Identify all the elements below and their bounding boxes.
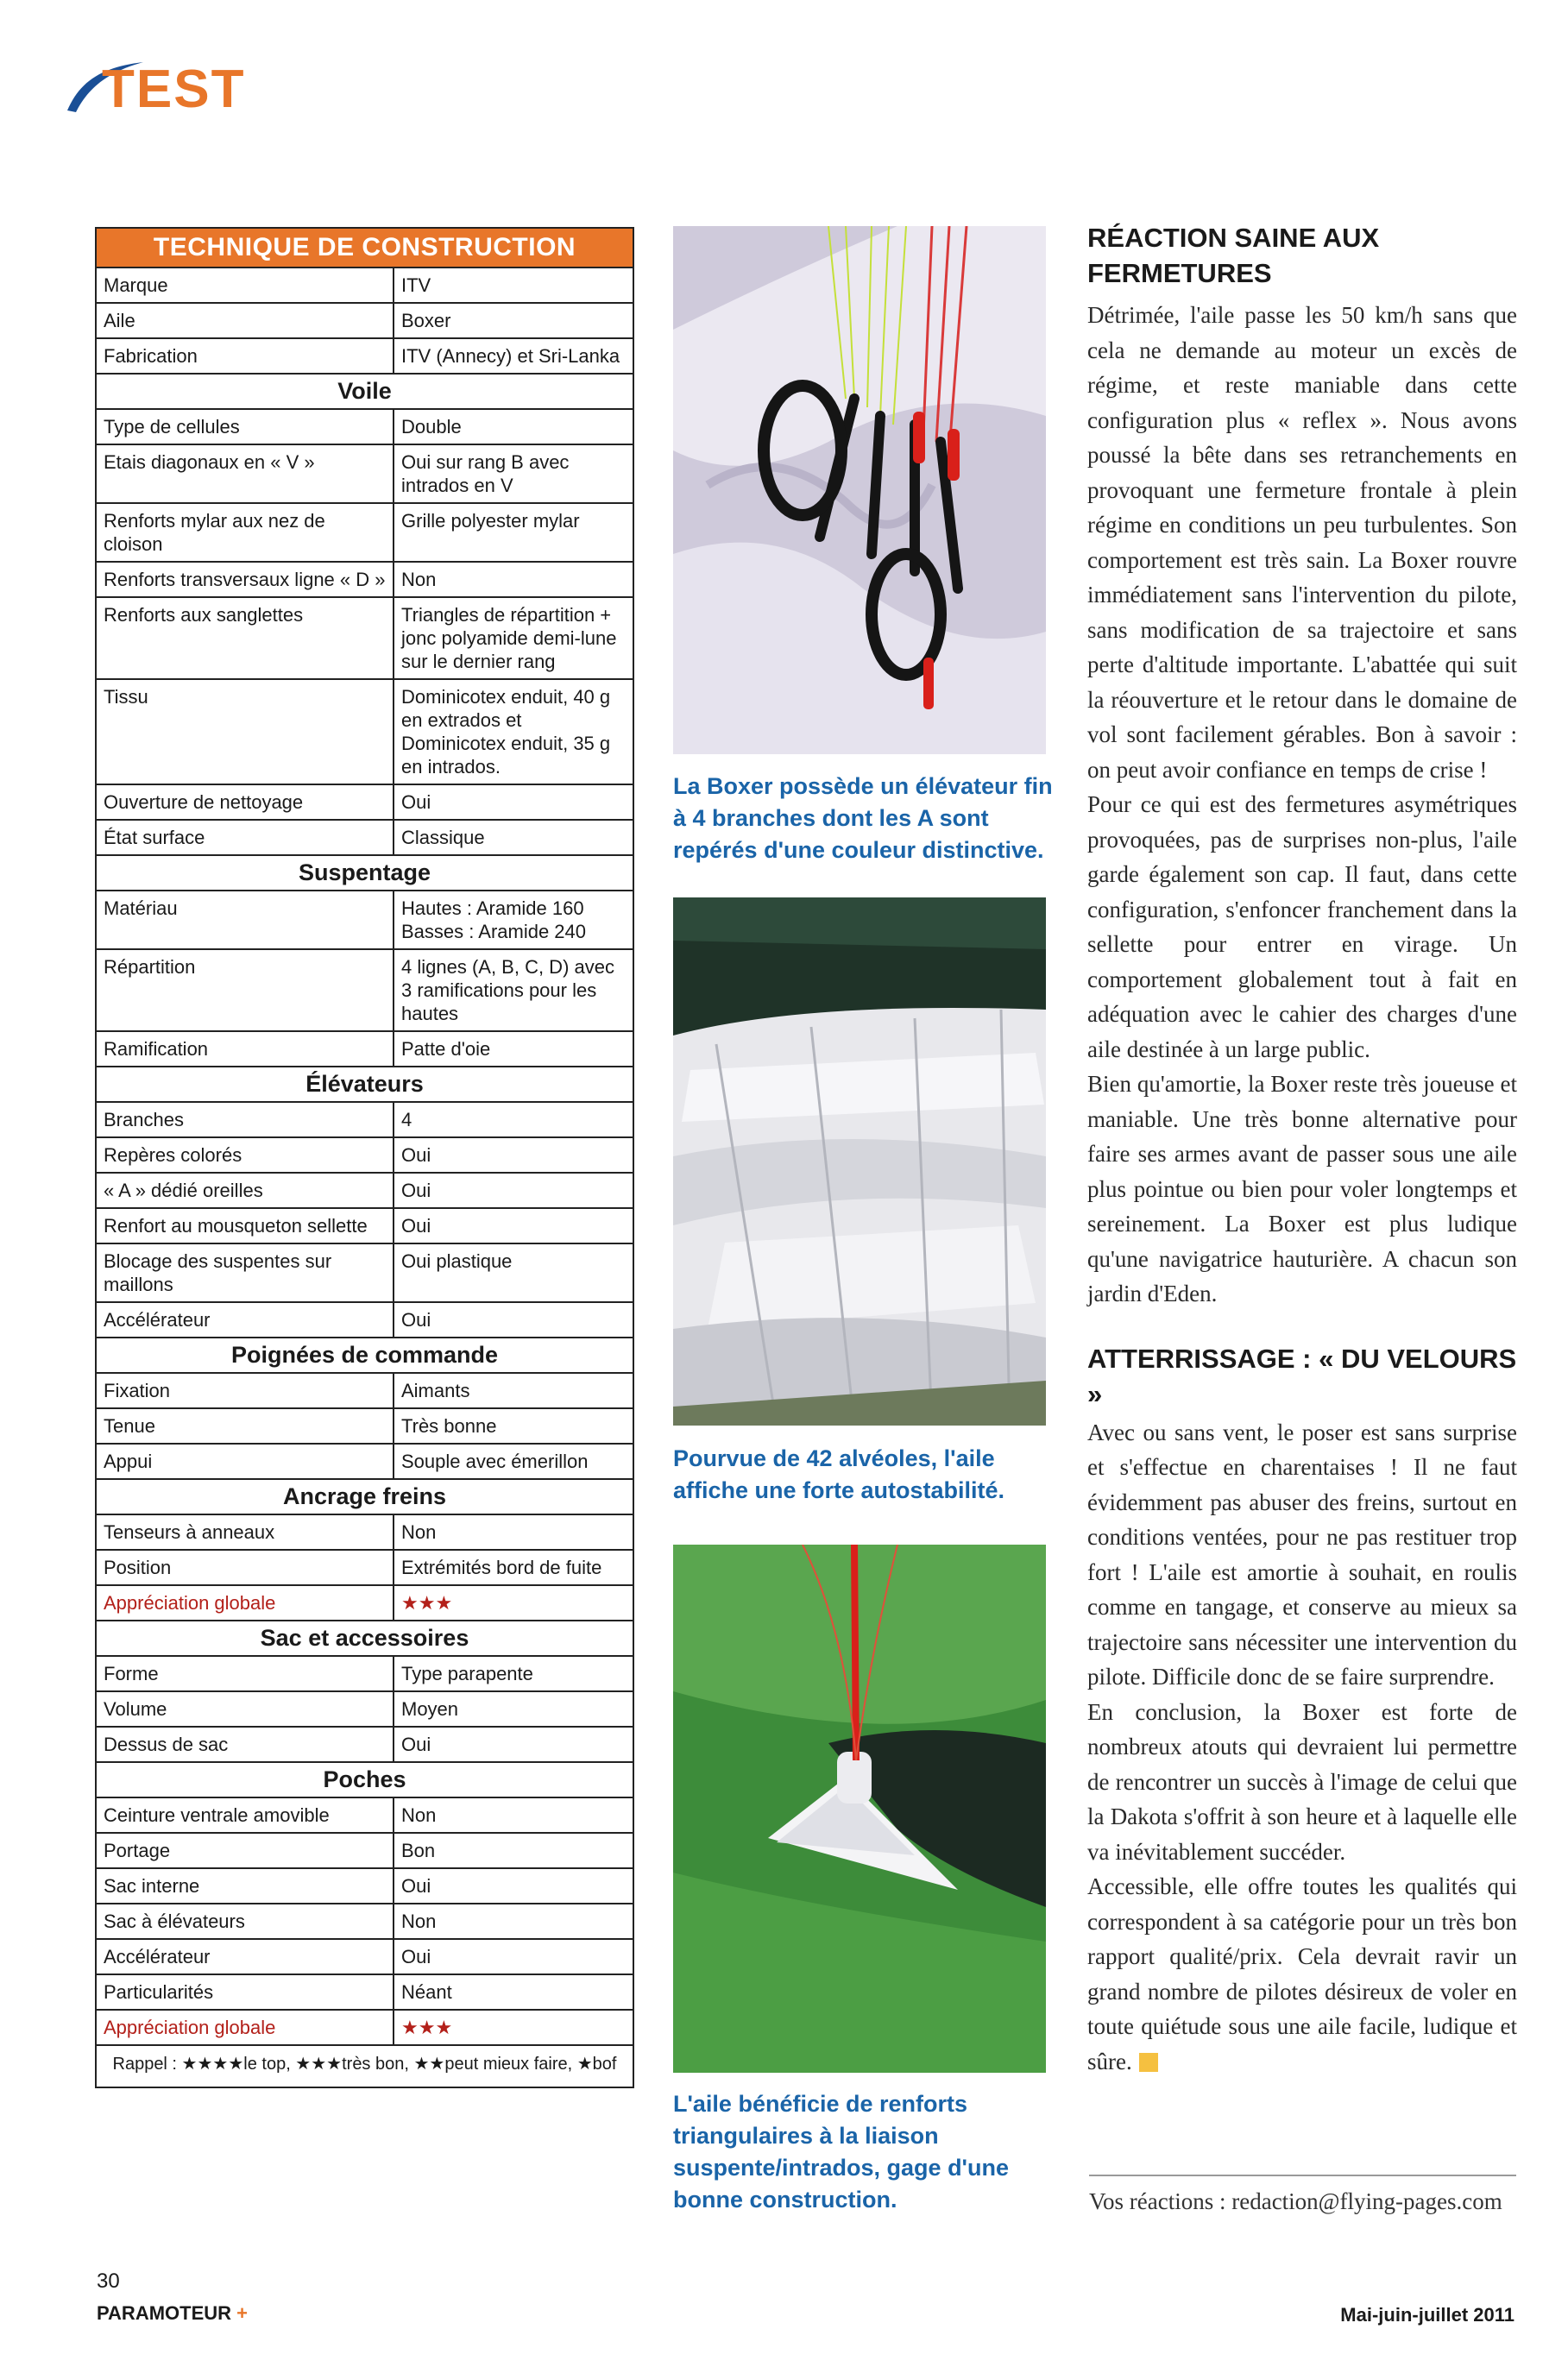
spec-row [97, 1374, 633, 1409]
spec-row [97, 304, 633, 339]
spec-row [97, 1138, 633, 1174]
spec-key: État surface [97, 821, 394, 854]
spec-value: Type parapente [401, 1663, 533, 1684]
spec-value: Oui [401, 1309, 431, 1331]
spec-row [97, 504, 633, 563]
spec-value: Triangles de répartition + jonc polyamide demi-lune sur le dernier rang [401, 604, 617, 672]
spec-key: Tenseurs à anneaux [97, 1515, 394, 1549]
spec-row [97, 785, 633, 821]
spec-section-header: Suspentage [97, 856, 633, 891]
spec-value: Non [401, 1911, 437, 1932]
caption-risers: La Boxer possède un élévateur fin à 4 branches dont les A sont repérés d'une couleur distinctive. [673, 773, 1053, 863]
spec-value: Moyen [401, 1698, 459, 1720]
spec-key: Etais diagonaux en « V » [97, 445, 394, 502]
spec-value: ★★★ [401, 2017, 453, 2038]
photo-risers-image [673, 226, 1046, 754]
article-heading-landing: ATTERRISSAGE : « DU VELOURS » [1087, 1343, 1517, 1409]
spec-section-header: Élévateurs [97, 1067, 633, 1103]
spec-row [97, 891, 633, 950]
spec-key: Forme [97, 1657, 394, 1690]
spec-value: Extrémités bord de fuite [401, 1557, 602, 1578]
spec-value: Oui [401, 1875, 431, 1897]
spec-value: Oui [401, 1144, 431, 1166]
spec-key: Aile [97, 304, 394, 337]
spec-row [97, 1209, 633, 1244]
spec-key: Renforts mylar aux nez de cloison [97, 504, 394, 561]
spec-row [97, 821, 633, 856]
article-paragraph: Avec ou sans vent, le poser est sans surprise et s'effectue en charentaises ! Il ne faut évidemment pas abuser des freins, surtout en conditions ventées, pour ne pas restituer trop fort ! L'aile est amortie à souhait, en roulis comme en tangage, et conserve au mieux sa trajectoire sans nécessiter une intervention du pilote. Difficile donc de se faire surprendre. [1087, 1419, 1517, 1690]
spec-row [97, 1940, 633, 1975]
spec-key: Sac à élévateurs [97, 1904, 394, 1938]
caption-reinforcement: L'aile bénéficie de renforts triangulaires à la liaison suspente/intrados, gage d'une bonne construction. [673, 2091, 1009, 2213]
article-paragraph: En conclusion, la Boxer est forte de nombreux atouts qui devraient lui permettre de rencontrer un succès à l'image de celui que la Dakota s'offrit à son heure et à laquelle elle va inévitablement succéder. [1087, 1698, 1517, 1865]
spec-table-body [97, 268, 633, 2046]
spec-value: Oui [401, 791, 431, 813]
spec-value: Grille polyester mylar [401, 510, 580, 532]
spec-row [97, 1445, 633, 1480]
spec-value: Oui [401, 1734, 431, 1755]
spec-value: Aimants [401, 1380, 470, 1401]
spec-section-header: Sac et accessoires [97, 1621, 633, 1657]
spec-row [97, 1657, 633, 1692]
spec-key: Ramification [97, 1032, 394, 1066]
article-paragraph: Bien qu'amortie, la Boxer reste très joueuse et maniable. Une très bonne alternative pour faire ses armes avant de passer sous une aile plus pointue ou bien pour voler longtemps et sereinement. La Boxer est plus ludique qu'une navigatrice hauturière. A chacun son jardin d'Eden. [1087, 1071, 1517, 1306]
spec-table-title: TECHNIQUE DE CONSTRUCTION [97, 229, 633, 268]
spec-key: Accélérateur [97, 1303, 394, 1337]
magazine-brand [97, 2302, 248, 2325]
spec-row [97, 1692, 633, 1728]
page-number: 30 [97, 2269, 120, 2293]
spec-value: Dominicotex enduit, 40 g en extrados et Dominicotex enduit, 35 g en intrados. [401, 686, 611, 777]
spec-row [97, 1303, 633, 1338]
spec-key: Tissu [97, 680, 394, 784]
spec-row [97, 1551, 633, 1586]
spec-key: Fixation [97, 1374, 394, 1407]
spec-row [97, 1586, 633, 1621]
photo-cells [673, 897, 1046, 1426]
spec-value: Non [401, 569, 437, 590]
article-paragraph-text: Accessible, elle offre toutes les qualités qui correspondent à sa catégorie pour un très bon rapport qualité/prix. Cela devrait ravir un grand nombre de pilotes désireux de voler en toute quiétude sous une aile facile, ludique et sûre. [1087, 1873, 1517, 2074]
spec-key: Matériau [97, 891, 394, 948]
spec-key: Particularités [97, 1975, 394, 2009]
spec-key: Appréciation globale [97, 1586, 394, 1620]
spec-value: Oui [401, 1180, 431, 1201]
spec-value: Néant [401, 1981, 452, 2003]
spec-section-header: Ancrage freins [97, 1480, 633, 1515]
spec-value: Oui [401, 1215, 431, 1237]
magazine-brand-name: PARAMOTEUR [97, 2302, 232, 2324]
spec-key: Répartition [97, 950, 394, 1030]
spec-row [97, 1244, 633, 1303]
spec-key: Renfort au mousqueton sellette [97, 1209, 394, 1243]
caption-cells: Pourvue de 42 alvéoles, l'aile affiche une forte autostabilité. [673, 1445, 1005, 1503]
spec-value: Oui plastique [401, 1250, 513, 1272]
spec-row [97, 950, 633, 1032]
spec-table [95, 227, 634, 2088]
spec-key: Renforts transversaux ligne « D » [97, 563, 394, 596]
article-column [1087, 220, 1517, 2079]
spec-key: Ceinture ventrale amovible [97, 1798, 394, 1832]
article-section-landing [1087, 1415, 1517, 2080]
spec-value: ITV [401, 274, 431, 296]
section-logo: TEST [102, 60, 246, 119]
spec-value: Non [401, 1521, 437, 1543]
article-heading-reaction: RÉACTION SAINE AUX FERMETURES [1087, 223, 1380, 288]
spec-key: Portage [97, 1834, 394, 1867]
photo-cells-image [673, 897, 1046, 1426]
spec-key: Tenue [97, 1409, 394, 1443]
spec-row [97, 1975, 633, 2011]
photo-reinforcement [673, 1545, 1046, 2073]
spec-value: Non [401, 1804, 437, 1826]
spec-row [97, 1032, 633, 1067]
spec-row [97, 445, 633, 504]
spec-key: Type de cellules [97, 410, 394, 444]
spec-row [97, 680, 633, 785]
spec-key: Accélérateur [97, 1940, 394, 1974]
spec-row [97, 1174, 633, 1209]
spec-value: ★★★ [401, 1592, 453, 1614]
spec-key: Marque [97, 268, 394, 302]
spec-key: « A » dédié oreilles [97, 1174, 394, 1207]
article-paragraph: Pour ce qui est des fermetures asymétriques provoquées, pas de surprises non-plus, l'aile garde également son cap. Il faut, dans cette configuration, s'enfoncer franchement dans la sellette pour entrer en virage. Un comportement globalement tout à fait en adéquation avec le cahier des charges d'une aile destinée à un large public. [1087, 791, 1517, 1062]
spec-value: Bon [401, 1840, 436, 1861]
spec-key: Sac interne [97, 1869, 394, 1903]
spec-key: Renforts aux sanglettes [97, 598, 394, 678]
spec-value: Oui sur rang B avec intrados en V [401, 451, 570, 496]
spec-row [97, 1728, 633, 1763]
spec-row [97, 598, 633, 680]
spec-value: Boxer [401, 310, 451, 331]
magazine-brand-plus: + [236, 2302, 249, 2324]
spec-row [97, 1869, 633, 1904]
spec-row [97, 1409, 633, 1445]
spec-value: Double [401, 416, 462, 438]
end-mark-icon [1139, 2053, 1158, 2072]
spec-row [97, 339, 633, 375]
spec-row [97, 1103, 633, 1138]
spec-key: Appréciation globale [97, 2011, 394, 2044]
spec-section-header: Poignées de commande [97, 1338, 633, 1374]
spec-key: Appui [97, 1445, 394, 1478]
spec-value: Oui [401, 1946, 431, 1967]
spec-value: 4 [401, 1109, 412, 1130]
spec-value: Classique [401, 827, 485, 848]
spec-row [97, 1834, 633, 1869]
spec-value: Hautes : Aramide 160 Basses : Aramide 240 [401, 897, 587, 942]
photo-reinforcement-image [673, 1545, 1046, 2073]
spec-row [97, 268, 633, 304]
rating-note: Rappel : ★★★★le top, ★★★très bon, ★★peut mieux faire, ★bof [112, 2055, 617, 2074]
article-section-reaction [1087, 298, 1517, 1312]
spec-key: Position [97, 1551, 394, 1584]
spec-value: ITV (Annecy) et Sri-Lanka [401, 345, 620, 367]
spec-row [97, 410, 633, 445]
spec-row [97, 1798, 633, 1834]
spec-value: Souple avec émerillon [401, 1451, 589, 1472]
article-paragraph [1087, 1869, 1517, 2079]
spec-row [97, 563, 633, 598]
spec-key: Branches [97, 1103, 394, 1136]
spec-value: Très bonne [401, 1415, 497, 1437]
contact-line: Vos réactions : redaction@flying-pages.com [1089, 2175, 1516, 2215]
spec-key: Dessus de sac [97, 1728, 394, 1761]
spec-value: Patte d'oie [401, 1038, 491, 1060]
spec-row [97, 2011, 633, 2046]
spec-key: Repères colorés [97, 1138, 394, 1172]
spec-section-header: Voile [97, 375, 633, 410]
spec-key: Ouverture de nettoyage [97, 785, 394, 819]
photo-risers [673, 226, 1046, 754]
spec-key: Volume [97, 1692, 394, 1726]
spec-value: 4 lignes (A, B, C, D) avec 3 ramifications pour les hautes [401, 956, 614, 1024]
spec-section-header: Poches [97, 1763, 633, 1798]
issue-date: Mai-juin-juillet 2011 [1340, 2304, 1514, 2326]
spec-key: Fabrication [97, 339, 394, 373]
spec-row [97, 1904, 633, 1940]
article-paragraph: Détrimée, l'aile passe les 50 km/h sans que cela ne demande au moteur un excès de régime, et reste maniable dans cette configuration plus « reflex ». Nous avons poussé la bête dans ses retranchements en provoquant une fermeture frontale à plein régime en conditions un peu turbulentes. Son comportement est très sain. La Boxer rouvre immédiatement sans l'intervention du pilote, sans modification de sa trajectoire et sans perte d'altitude importante. L'abattée qui suit la réouverture et le retour dans le domaine de vol sont facilement gérables. Bon à savoir : on peut avoir confiance en temps de crise ! [1087, 302, 1517, 783]
spec-key: Blocage des suspentes sur maillons [97, 1244, 394, 1301]
spec-row [97, 1515, 633, 1551]
